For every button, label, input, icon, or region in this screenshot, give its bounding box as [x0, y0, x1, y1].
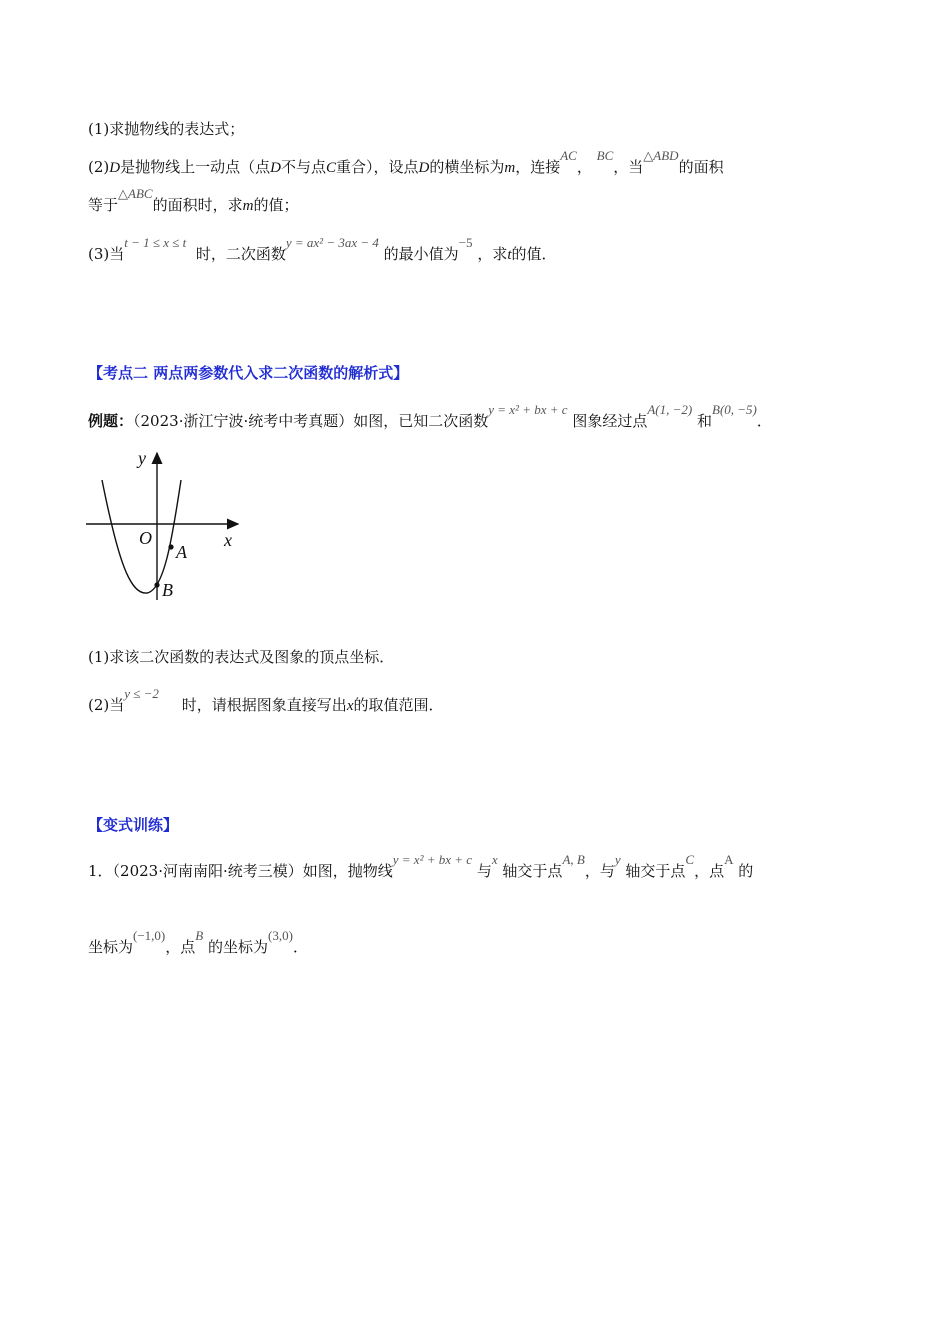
formula-points-AB: A, B — [562, 852, 585, 867]
formula-triangle-ABC: △ABC — [118, 186, 153, 201]
example-q2-text: (2)当y ≤ −2 时，请根据图象直接写出x的取值范围． — [88, 686, 444, 714]
formula-B-coord: (3,0) — [268, 928, 293, 943]
q3-text: (3)当t − 1 ≤ x ≤ t 时，二次函数y = ax² − 3ax − 4 的最小值为−5 ，求t的值． — [88, 235, 557, 263]
formula-quadratic: y = ax² − 3ax − 4 — [285, 235, 379, 250]
formula-point-A: A(1, −2) — [647, 402, 693, 417]
practice1-line2: 坐标为(−1,0)，点B 的坐标为(3,0)． — [88, 928, 308, 956]
formula-min: −5 — [458, 235, 473, 250]
graph-label-B: B — [162, 580, 173, 600]
formula-triangle-ABD: △ABD — [643, 148, 679, 163]
section-title-bianshi: 【变式训练】 — [88, 816, 179, 834]
graph-label-A: A — [176, 542, 187, 562]
section-title-kaodian2: 【考点二 两点两参数代入求二次函数的解析式】 — [88, 364, 409, 382]
graph-label-y: y — [138, 450, 146, 468]
example-text: 例题：（2023·浙江宁波·统考中考真题）如图，已知二次函数y = x² + bx + c 图象经过点A(1, −2) 和B(0, −5)． — [88, 402, 772, 430]
q1-text: (1)求抛物线的表达式； — [88, 120, 245, 138]
formula-example-quadratic: y = x² + bx + c — [488, 402, 568, 417]
formula-practice-quadratic: y = x² + bx + c — [392, 852, 473, 867]
q2-text-line1: (2)D是抛物线上一动点（点D不与点C重合），设点D的横坐标为m，连接AC， BC，当△ABD的面积 — [88, 148, 724, 176]
formula-A-coord: (−1,0) — [133, 928, 166, 943]
point-A-dot — [168, 544, 173, 549]
formula-BC: BC — [596, 148, 614, 163]
graph-label-O: O — [139, 528, 152, 548]
formula-AC: AC — [560, 148, 577, 163]
formula-range: t − 1 ≤ x ≤ t — [124, 235, 187, 250]
formula-y-cond: y ≤ −2 — [124, 686, 159, 701]
example-q1-text: (1)求该二次函数的表达式及图象的顶点坐标． — [88, 648, 395, 666]
graph-label-x: x — [224, 530, 232, 550]
parabola-graph — [80, 450, 250, 610]
point-B-dot — [154, 582, 159, 587]
practice1-line1: 1．（2023·河南南阳·统考三模）如图，抛物线y = x² + bx + c 与x 轴交于点A, B，与y 轴交于点C，点A 的 — [88, 852, 754, 880]
q2-text-line2: 等于△ABC的面积时，求m的值； — [88, 186, 299, 214]
formula-point-B: B(0, −5) — [712, 402, 757, 417]
